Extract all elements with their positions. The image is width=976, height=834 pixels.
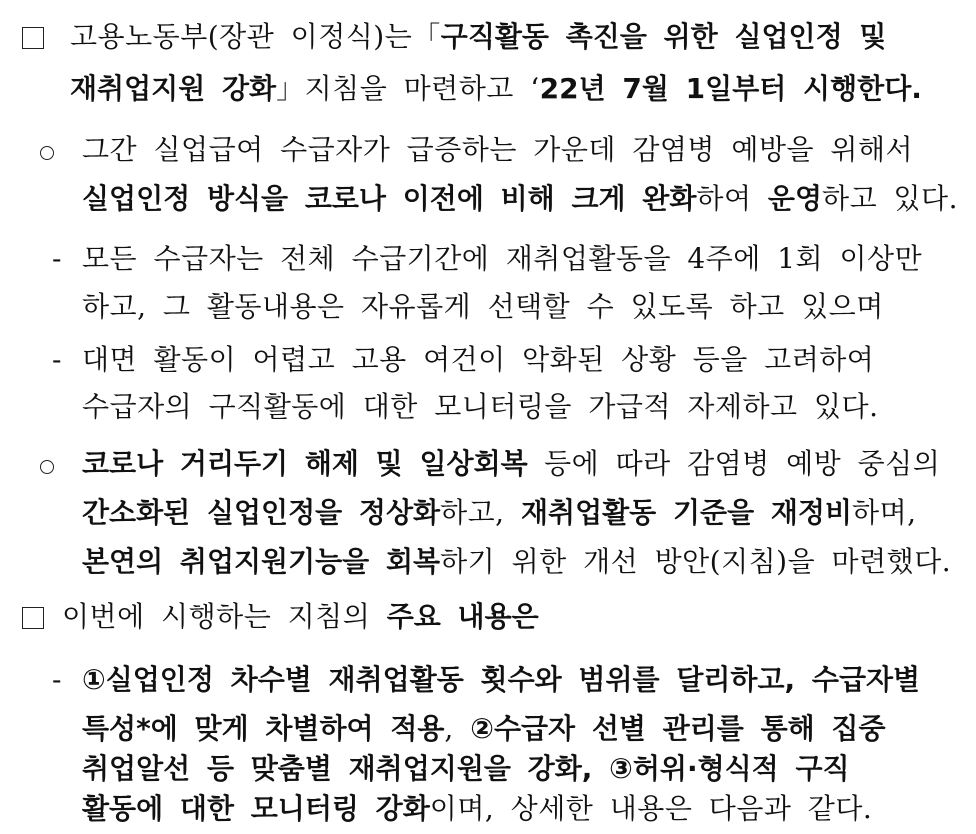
square-bullet-icon — [22, 607, 44, 629]
text-segment-bold: 활동에 대한 모니터링 강화 — [82, 792, 430, 825]
text-segment: 대면 활동이 어렵고 고용 여건이 악화된 상황 등을 고려하여 — [82, 343, 875, 376]
text-segment: 모든 수급자는 전체 수급기간에 재취업활동을 4주에 1회 이상만 — [82, 242, 923, 275]
text-segment-bold: 구직활동 촉진을 위한 실업인정 및 — [440, 20, 887, 53]
paragraph-7-line-4 — [82, 792, 872, 826]
text-segment-bold: ②수급자 선별 관리를 통해 집중 — [470, 712, 886, 745]
text-segment-bold: 주요 내용은 — [386, 600, 539, 633]
text-segment-bold: 재취업활동 기준을 재정비 — [520, 496, 853, 529]
text-segment: 등에 따라 감염병 예방 중심의 — [527, 447, 941, 480]
text-segment-bold: 재취업지원 강화 — [70, 72, 277, 105]
text-segment: 」지침을 마련하고 ‘ — [276, 72, 540, 105]
text-segment: 그간 실업급여 수급자가 급증하는 가운데 감염병 예방을 위해서 — [82, 133, 914, 166]
text-segment: 하고, 그 활동내용은 자유롭게 선택할 수 있도록 하고 있으며 — [82, 290, 884, 323]
dash-bullet: - — [52, 343, 62, 376]
text-segment-bold: 특성*에 맞게 차별하여 적용 — [82, 712, 445, 745]
text-segment: 하여 — [696, 182, 768, 215]
text-segment: 하고 있다. — [822, 182, 959, 215]
paragraph-2-line-2 — [82, 182, 958, 216]
dash-bullet: - — [52, 663, 62, 696]
text-segment: 하고, — [440, 496, 521, 529]
text-segment: 이번에 시행하는 지침의 — [62, 600, 387, 633]
text-segment-bold: 운영 — [767, 182, 823, 215]
text-segment: 수급자의 구직활동에 대한 모니터링을 가급적 자제하고 있다. — [82, 390, 879, 423]
paragraph-7-line-2 — [82, 712, 886, 746]
text-segment-bold: ①실업인정 차수별 재취업활동 횟수와 범위를 달리하고, 수급자별 — [82, 663, 921, 696]
text-segment: 하며, — [852, 496, 917, 529]
paragraph-5-line-3 — [82, 545, 951, 579]
circle-bullet-icon — [40, 460, 54, 474]
paragraph-3-line-2 — [82, 290, 884, 324]
text-segment: , — [444, 712, 471, 745]
text-segment-bold: 본연의 취업지원기능을 회복 — [82, 545, 441, 578]
text-segment: 하기 위한 개선 방안(지침)을 마련했다. — [440, 545, 952, 578]
circle-bullet-icon — [40, 146, 54, 160]
text-segment-bold: 간소화된 실업인정을 정상화 — [82, 496, 441, 529]
paragraph-4-line-2 — [82, 390, 879, 424]
text-segment: 고용노동부(장관 이정식)는「 — [70, 20, 441, 53]
dash-bullet: - — [52, 242, 62, 275]
text-segment-bold: 22년 7월 1일부터 시행한다. — [539, 72, 922, 105]
paragraph-1-line-2 — [70, 72, 922, 106]
text-segment-bold: 취업알선 등 맞춤별 재취업지원을 강화, ③허위·형식적 구직 — [82, 752, 850, 785]
text-segment-bold: 실업인정 방식을 코로나 이전에 비해 크게 완화 — [82, 182, 697, 215]
text-segment-bold: 코로나 거리두기 해제 및 일상회복 — [82, 447, 528, 480]
paragraph-7-line-3 — [82, 752, 850, 786]
text-segment: 이며, 상세한 내용은 다음과 같다. — [429, 792, 873, 825]
square-bullet-icon — [22, 27, 44, 49]
paragraph-5-line-2 — [82, 496, 917, 530]
